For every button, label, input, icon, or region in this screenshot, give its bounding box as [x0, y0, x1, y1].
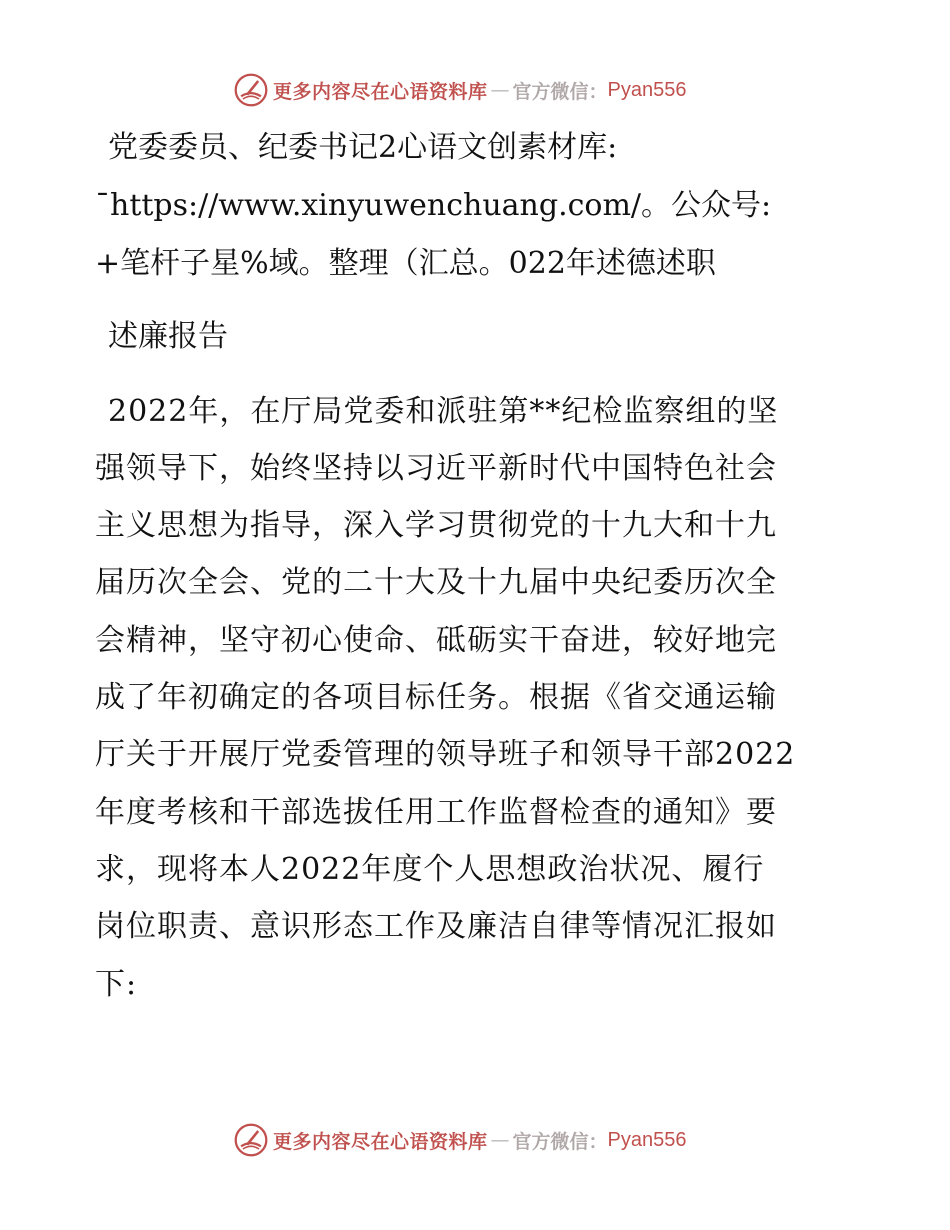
banner-separator: —: [490, 79, 510, 101]
quill-book-logo-icon: [233, 1122, 269, 1158]
wechat-id: Pyan556: [607, 1128, 687, 1151]
document-title: 述廉报告: [108, 319, 228, 354]
banner-separator: —: [490, 1129, 510, 1151]
paragraph-line: 主义思想为指导，深入学习贯彻党的十九大和十九: [95, 508, 777, 543]
paragraph-line: 届历次全会、党的二十大及十九届中央纪委历次全: [95, 565, 777, 600]
wechat-id: Pyan556: [607, 78, 687, 101]
official-wechat-label: 官方微信：: [512, 1130, 608, 1153]
official-wechat-label: 官方微信：: [512, 80, 608, 103]
paragraph-line: 求，现将本人2022年度个人思想政治状况、履行: [95, 852, 765, 887]
meta-line-2: ¯https://www.xinyuwenchuang.com/。公众号:: [95, 188, 772, 223]
paragraph-line: 岗位职责、意识形态工作及廉洁自律等情况汇报如: [95, 909, 777, 944]
header-banner: [233, 70, 687, 110]
paragraph-line: 2022年，在厅局党委和派驻第**纪检监察组的坚: [108, 394, 779, 429]
paragraph-line: 强领导下，始终坚持以习近平新时代中国特色社会: [95, 451, 777, 486]
footer-banner: [233, 1120, 687, 1160]
promo-text: 更多内容尽在心语资料库: [273, 80, 488, 103]
paragraph-line: 会精神，坚守初心使命、砥砺实干奋进，较好地完: [95, 623, 777, 658]
quill-book-logo-icon: [233, 72, 269, 108]
promo-text: 更多内容尽在心语资料库: [273, 1130, 488, 1153]
paragraph-line: 厅关于开展厅党委管理的领导班子和领导干部2022: [95, 737, 796, 772]
paragraph-line: 成了年初确定的各项目标任务。根据《省交通运输: [95, 680, 777, 715]
paragraph-line: 下:: [95, 967, 138, 1002]
meta-line-3: +笔杆子星%域。整理（汇总。022年述德述职: [95, 246, 716, 281]
paragraph-line: 年度考核和干部选拔任用工作监督检查的通知》要: [95, 795, 777, 830]
meta-line-1: 党委委员、纪委书记2心语文创素材库:: [108, 130, 618, 165]
